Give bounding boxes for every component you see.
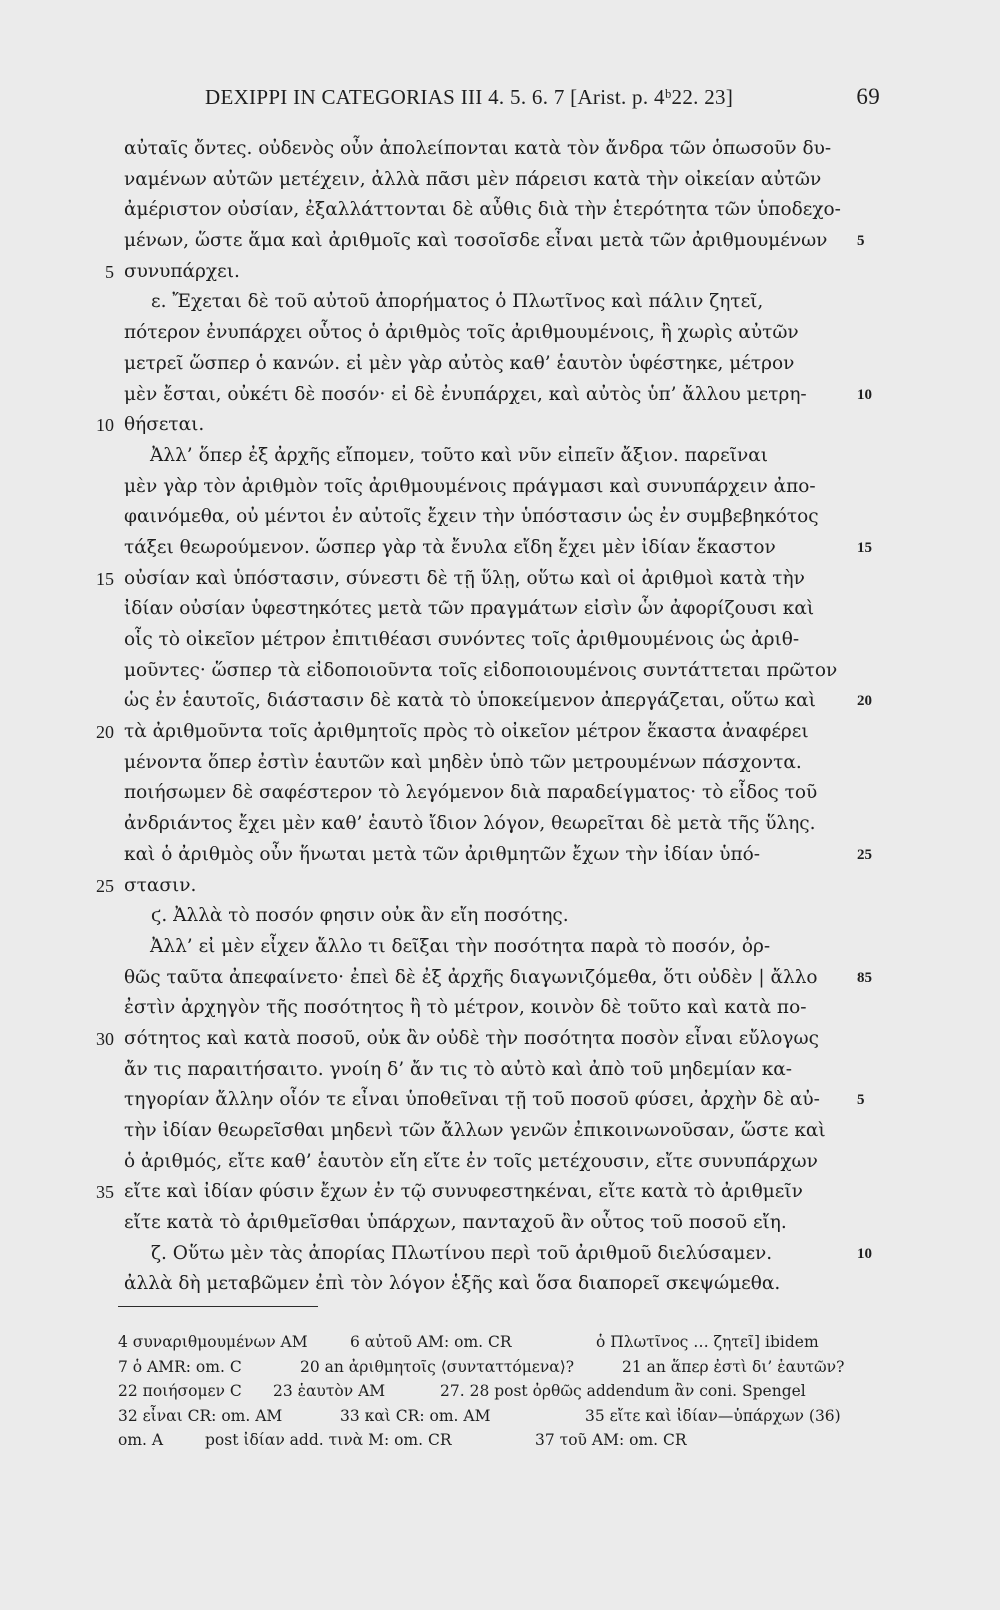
text-line xyxy=(0,533,1000,564)
text-line xyxy=(0,1177,1000,1208)
line-text: εἴτε κατὰ τὸ ἀριθμεῖσθαι ὑπάρχων, πανταχοῦ ἂν οὗτος τοῦ ποσοῦ εἴη. xyxy=(124,1212,787,1234)
line-text: οἷς τὸ οἰκεῖον μέτρον ἐπιτιθέασι συνόντες τοῖς ἀριθμουμένοις ὡς ἀριθ- xyxy=(124,629,800,650)
apparatus-entry: 4 συναριθμουμένων AM xyxy=(118,1333,308,1351)
text-line xyxy=(0,932,1000,963)
line-number-right: 15 xyxy=(857,539,872,556)
apparatus-entry: 37 τοῦ AM: om. CR xyxy=(535,1431,687,1449)
apparatus-entry: 23 ἑαυτὸν AM xyxy=(273,1382,386,1400)
text-line xyxy=(0,901,1000,932)
text-line xyxy=(0,656,1000,687)
text-line xyxy=(0,226,1000,257)
line-text: ἀνδριάντος ἔχει μὲν καθ’ ἑαυτὸ ἴδιον λόγον, θεωρεῖται δὲ μετὰ τῆς ὕλης. xyxy=(124,813,816,835)
text-line xyxy=(0,809,1000,840)
text-line xyxy=(0,1239,1000,1270)
line-text: θήσεται. xyxy=(124,414,205,436)
text-line xyxy=(0,1055,1000,1086)
footnote-rule xyxy=(118,1306,318,1307)
line-number-left: 20 xyxy=(96,722,114,743)
line-number-left: 25 xyxy=(96,875,114,896)
text-line xyxy=(0,686,1000,717)
text-line xyxy=(0,165,1000,196)
text-line xyxy=(0,502,1000,533)
apparatus-line xyxy=(0,1355,1000,1380)
line-text: ὁ ἀριθμός, εἴτε καθ’ ἑαυτὸν εἴη εἴτε ἐν τοῖς μετέχουσιν, εἴτε συνυπάρχων xyxy=(124,1150,818,1172)
page-number: 69 xyxy=(856,84,880,109)
line-text: πότερον ἐνυπάρχει οὗτος ὁ ἀριθμὸς τοῖς ἀριθμουμένοις, ἢ χωρὶς αὐτῶν xyxy=(124,322,799,344)
line-text: συνυπάρχει. xyxy=(124,260,240,282)
text-line xyxy=(0,625,1000,656)
text-line xyxy=(0,963,1000,994)
text-line xyxy=(0,871,1000,902)
line-number-left: 15 xyxy=(96,568,114,589)
line-number-right: 10 xyxy=(857,386,872,403)
apparatus-entry: 32 εἶναι CR: om. AM xyxy=(118,1406,283,1425)
running-header xyxy=(205,84,880,110)
line-text: θῶς ταῦτα ἀπεφαίνετο· ἐπεὶ δὲ ἐξ ἀρχῆς διαγωνιζόμεθα, ὅτι οὐδὲν | ἄλλο xyxy=(124,966,818,988)
line-number-right: 10 xyxy=(857,1245,872,1262)
line-number-left: 30 xyxy=(96,1028,114,1049)
line-text: τὰ ἀριθμοῦντα τοῖς ἀριθμητοῖς πρὸς τὸ οἰκεῖον μέτρον ἕκαστα ἀναφέρει xyxy=(124,721,809,743)
line-text: ἰδίαν οὐσίαν ὑφεστηκότες μετὰ τῶν πραγμάτων εἰσὶν ὧν ἀφορίζουσι καὶ xyxy=(124,598,815,620)
line-number-right: 25 xyxy=(857,846,872,863)
line-text: ἀλλὰ δὴ μεταβῶμεν ἐπὶ τὸν λόγον ἑξῆς καὶ ὅσα διαπορεῖ σκεψώμεθα. xyxy=(124,1273,781,1295)
text-line xyxy=(0,1269,1000,1300)
apparatus-entry: post ἰδίαν add. τινὰ M: om. CR xyxy=(205,1431,452,1449)
text-line xyxy=(0,134,1000,165)
text-line xyxy=(0,1085,1000,1116)
text-line xyxy=(0,594,1000,625)
line-text: μένων, ὥστε ἅμα καὶ ἀριθμοῖς καὶ τοσοῖσδε εἶναι μετὰ τῶν ἀριθμουμένων xyxy=(124,230,828,252)
line-text: ἐστὶν ἀρχηγὸν τῆς ποσότητος ἢ τὸ μέτρον, κοινὸν δὲ τοῦτο καὶ κατὰ πο- xyxy=(124,997,807,1019)
line-text: τηγορίαν ἄλλην οἷόν τε εἶναι ὑποθεῖναι τῇ τοῦ ποσοῦ φύσει, ἀρχὴν δὲ αὐ- xyxy=(124,1089,820,1111)
apparatus-entry: 7 ὁ AMR: om. C xyxy=(118,1357,242,1376)
line-text: φαινόμεθα, οὐ μέντοι ἐν αὐτοῖς ἔχειν τὴν ὑπόστασιν ὡς ἐν συμβεβηκότος xyxy=(124,506,819,528)
text-line xyxy=(0,1208,1000,1239)
text-line xyxy=(0,472,1000,503)
text-line xyxy=(0,195,1000,226)
text-line xyxy=(0,1147,1000,1178)
line-text: σότητος καὶ κατὰ ποσοῦ, οὐκ ἂν οὐδὲ τὴν ποσότητα ποσὸν εἶναι εὔλογως xyxy=(124,1027,819,1049)
apparatus-entry: 21 an ἅπερ ἐστὶ δι’ ἑαυτῶν? xyxy=(622,1357,845,1376)
text-line xyxy=(0,1024,1000,1055)
text-line xyxy=(0,717,1000,748)
line-text: ἄν τις παραιτήσαιτο. γνοίη δ’ ἄν τις τὸ αὐτὸ καὶ ἀπὸ τοῦ μηδεμίαν κα- xyxy=(124,1058,792,1080)
apparatus-line xyxy=(0,1428,1000,1453)
line-number-right: 20 xyxy=(857,693,872,710)
critical-apparatus xyxy=(0,1330,1000,1453)
line-number-left: 35 xyxy=(96,1182,114,1203)
apparatus-entry: om. A xyxy=(118,1431,164,1449)
line-number-left: 5 xyxy=(105,261,114,282)
line-text: μοῦντες· ὥσπερ τὰ εἰδοποιοῦντα τοῖς εἰδοποιουμένοις συντάττεται πρῶτον xyxy=(124,659,838,681)
line-text: οὐσίαν καὶ ὑπόστασιν, σύνεστι δὲ τῇ ὕλῃ, οὕτω καὶ οἱ ἀριθμοὶ κατὰ τὴν xyxy=(124,567,805,589)
line-text: μένοντα ὅπερ ἐστὶν ἑαυτῶν καὶ μηδὲν ὑπὸ τῶν μετρουμένων πάσχοντα. xyxy=(124,751,802,773)
line-text: ε. Ἔχεται δὲ τοῦ αὐτοῦ ἀπορήματος ὁ Πλωτῖνος καὶ πάλιν ζητεῖ, xyxy=(151,291,764,313)
text-line xyxy=(0,993,1000,1024)
text-line xyxy=(0,441,1000,472)
text-line xyxy=(0,380,1000,411)
apparatus-line xyxy=(0,1330,1000,1355)
apparatus-entry: ὁ Πλωτῖνος … ζητεῖ] ibidem xyxy=(596,1333,819,1351)
line-number-right: 85 xyxy=(857,969,872,986)
line-text: τάξει θεωρούμενον. ὥσπερ γὰρ τὰ ἔνυλα εἴδη ἔχει μὲν ἰδίαν ἕκαστον xyxy=(124,536,776,558)
text-line xyxy=(0,748,1000,779)
line-text: εἴτε καὶ ἰδίαν φύσιν ἔχων ἐν τῷ συνυφεστηκέναι, εἴτε κατὰ τὸ ἀριθμεῖν xyxy=(124,1181,803,1203)
line-text: καὶ ὁ ἀριθμὸς οὖν ἥνωται μετὰ τῶν ἀριθμητῶν ἔχων τὴν ἰδίαν ὑπό- xyxy=(124,843,760,865)
text-line xyxy=(0,410,1000,441)
apparatus-line xyxy=(0,1379,1000,1404)
line-text: μὲν ἔσται, οὐκέτι δὲ ποσόν· εἰ δὲ ἐνυπάρχει, καὶ αὐτὸς ὑπ’ ἄλλου μετρη- xyxy=(124,383,807,405)
line-number-right: 5 xyxy=(857,1092,865,1109)
main-text xyxy=(0,134,1000,1300)
line-text: ναμένων αὐτῶν μετέχειν, ἀλλὰ πᾶσι μὲν πάρεισι κατὰ τὴν οἰκείαν αὐτῶν xyxy=(124,168,822,190)
text-line xyxy=(0,564,1000,595)
line-text: αὐταῖς ὄντες. οὐδενὸς οὖν ἀπολείπονται κατὰ τὸν ἄνδρα τῶν ὁπωσοῦν δυ- xyxy=(124,138,832,159)
text-line xyxy=(0,1116,1000,1147)
text-line xyxy=(0,318,1000,349)
text-line xyxy=(0,349,1000,380)
running-title: DEXIPPI IN CATEGORIAS III 4. 5. 6. 7 [Arist. p. 4ᵇ22. 23] xyxy=(205,85,734,109)
apparatus-line xyxy=(0,1404,1000,1429)
text-line xyxy=(0,257,1000,288)
line-text: ὡς ἐν ἑαυτοῖς, διάστασιν δὲ κατὰ τὸ ὑποκείμενον ἀπεργάζεται, οὕτω καὶ xyxy=(124,690,816,712)
apparatus-entry: 27. 28 post ὀρθῶς addendum ἂν coni. Spengel xyxy=(440,1382,806,1400)
text-line xyxy=(0,840,1000,871)
apparatus-entry: 35 εἴτε καὶ ἰδίαν—ὑπάρχων (36) xyxy=(585,1406,841,1425)
line-text: ϛ. Ἀλλὰ τὸ ποσόν φησιν οὐκ ἂν εἴη ποσότης. xyxy=(151,905,569,927)
apparatus-entry: 33 καὶ CR: om. AM xyxy=(340,1406,491,1425)
text-line xyxy=(0,778,1000,809)
apparatus-entry: 20 an ἀριθμητοῖς ⟨συνταττόμενα⟩? xyxy=(300,1357,575,1376)
line-number-right: 5 xyxy=(857,233,865,250)
line-text: ζ. Οὕτω μὲν τὰς ἀπορίας Πλωτίνου περὶ τοῦ ἀριθμοῦ διελύσαμεν. xyxy=(151,1242,773,1264)
line-text: ποιήσωμεν δὲ σαφέστερον τὸ λεγόμενον διὰ παραδείγματος· τὸ εἶδος τοῦ xyxy=(124,782,818,804)
apparatus-entry: 6 αὐτοῦ AM: om. CR xyxy=(350,1333,512,1351)
line-text: μὲν γὰρ τὸν ἀριθμὸν τοῖς ἀριθμουμένοις πράγμασι καὶ συνυπάρχειν ἀπο- xyxy=(124,475,816,497)
text-line xyxy=(0,287,1000,318)
line-text: ἀμέριστον οὐσίαν, ἐξαλλάττονται δὲ αὖθις διὰ τὴν ἑτερότητα τῶν ὑποδεχο- xyxy=(124,199,841,221)
line-text: τὴν ἰδίαν θεωρεῖσθαι μηδενὶ τῶν ἄλλων γενῶν ἐπικοινωνοῦσαν, ὥστε καὶ xyxy=(124,1120,826,1141)
line-text: Ἀλλ’ εἰ μὲν εἶχεν ἄλλο τι δεῖξαι τὴν ποσότητα παρὰ τὸ ποσόν, ὀρ- xyxy=(150,935,771,957)
line-text: Ἀλλ’ ὅπερ ἐξ ἀρχῆς εἴπομεν, τοῦτο καὶ νῦν εἰπεῖν ἄξιον. παρεῖναι xyxy=(150,444,768,466)
apparatus-entry: 22 ποιήσομεν C xyxy=(118,1382,242,1400)
line-text: μετρεῖ ὥσπερ ὁ κανών. εἰ μὲν γὰρ αὐτὸς καθ’ ἑαυτὸν ὑφέστηκε, μέτρον xyxy=(124,352,795,374)
line-text: στασιν. xyxy=(124,874,197,896)
line-number-left: 10 xyxy=(96,415,114,436)
